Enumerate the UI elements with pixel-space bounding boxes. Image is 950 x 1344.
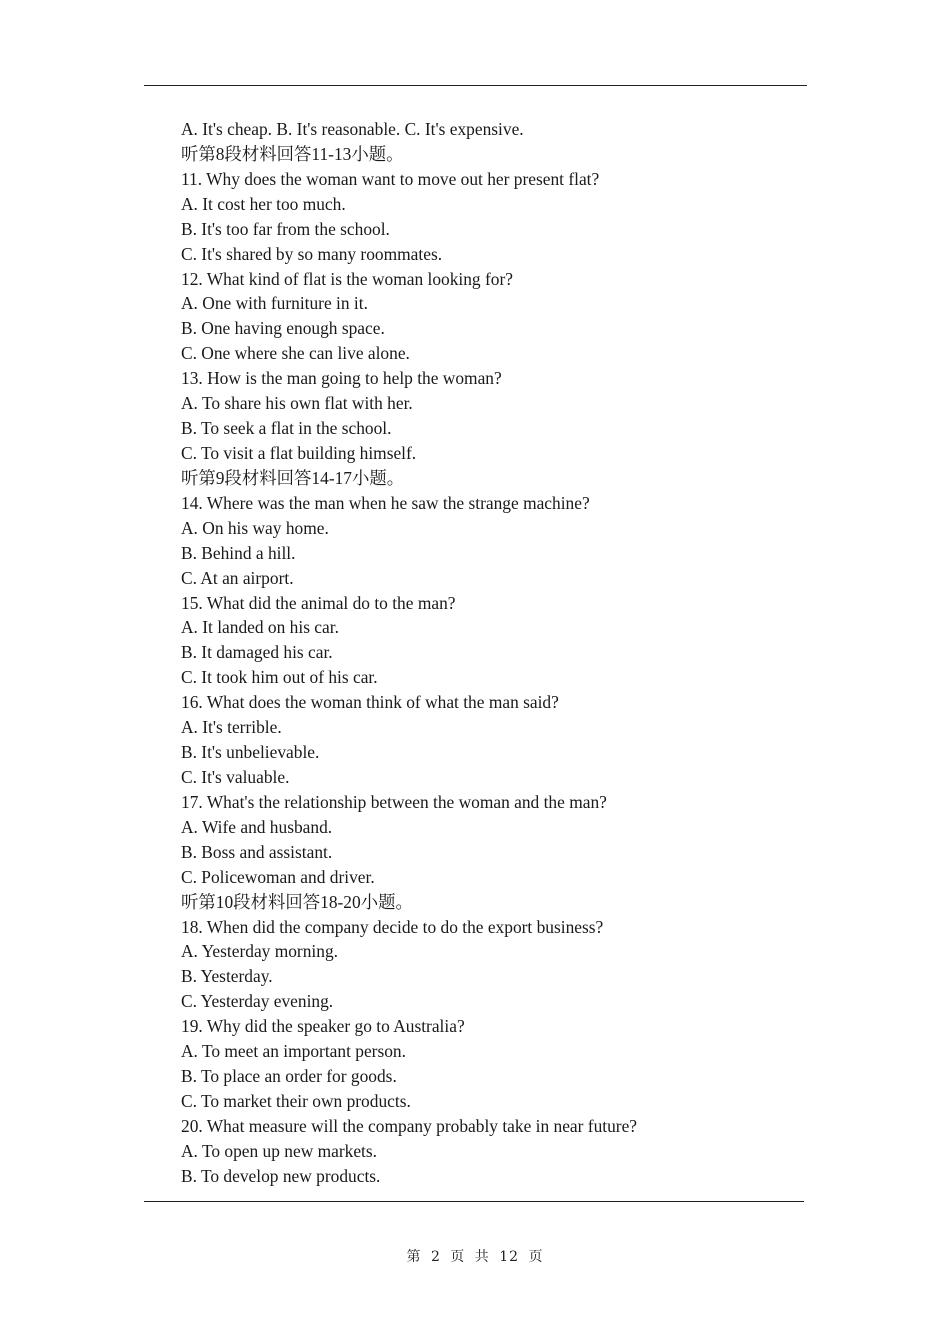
- text-line: A. Wife and husband.: [181, 816, 333, 837]
- text-line: 20. What measure will the company probably take in near future?: [181, 1115, 638, 1136]
- text-line: C. One where she can live alone.: [181, 343, 410, 364]
- text-line: B. It's unbelievable.: [181, 742, 320, 763]
- text-line: A. To share his own flat with her.: [181, 393, 413, 414]
- text-line: B. Behind a hill.: [181, 542, 296, 563]
- text-line: 12. What kind of flat is the woman looking for?: [181, 268, 513, 289]
- text-line: 19. Why did the speaker go to Australia?: [181, 1016, 465, 1037]
- text-line: 听第10段材料回答18-20小题。: [181, 891, 413, 912]
- text-line: B. Yesterday.: [181, 966, 273, 987]
- text-line: 听第9段材料回答14-17小题。: [181, 467, 405, 488]
- text-line: B. To develop new products.: [181, 1165, 381, 1186]
- text-line: A. It's terrible.: [181, 717, 282, 738]
- text-line: C. It took him out of his car.: [181, 667, 378, 688]
- page-content: [181, 117, 821, 1189]
- page-number-footer: 第 2 页 共 12 页: [406, 1249, 544, 1265]
- text-line: C. To visit a flat building himself.: [181, 442, 417, 463]
- text-line: C. Yesterday evening.: [181, 991, 334, 1012]
- text-line: A. To open up new markets.: [181, 1140, 378, 1161]
- text-line: 15. What did the animal do to the man?: [181, 592, 456, 613]
- text-line: A. One with furniture in it.: [181, 293, 368, 314]
- text-line: B. Boss and assistant.: [181, 841, 333, 862]
- text-line: A. It's cheap. B. It's reasonable. C. It's expensive.: [181, 119, 524, 139]
- text-line: 13. How is the man going to help the woman?: [181, 368, 502, 389]
- text-line: B. To seek a flat in the school.: [181, 418, 392, 439]
- text-line: C. At an airport.: [181, 567, 294, 588]
- text-line: A. Yesterday morning.: [181, 941, 338, 962]
- text-line: 听第8段材料回答11-13小题。: [181, 143, 404, 164]
- text-line: C. To market their own products.: [181, 1090, 411, 1111]
- header-rule: [144, 85, 807, 86]
- text-line: A. On his way home.: [181, 517, 329, 538]
- footer-rule: [144, 1201, 804, 1202]
- text-line: A. It landed on his car.: [181, 617, 339, 638]
- text-line: 16. What does the woman think of what the man said?: [181, 692, 559, 713]
- text-line: 14. Where was the man when he saw the strange machine?: [181, 492, 590, 513]
- text-line: B. One having enough space.: [181, 318, 385, 339]
- text-line: B. To place an order for goods.: [181, 1066, 397, 1087]
- text-line: B. It damaged his car.: [181, 642, 333, 663]
- text-line: C. It's shared by so many roommates.: [181, 243, 443, 264]
- text-line: B. It's too far from the school.: [181, 218, 390, 239]
- text-line: 18. When did the company decide to do the export business?: [181, 916, 604, 937]
- text-line: A. To meet an important person.: [181, 1041, 406, 1062]
- text-line: A. It cost her too much.: [181, 193, 346, 214]
- text-line: C. Policewoman and driver.: [181, 866, 375, 887]
- text-line: C. It's valuable.: [181, 766, 290, 787]
- text-line: 17. What's the relationship between the woman and the man?: [181, 791, 607, 812]
- text-line: 11. Why does the woman want to move out her present flat?: [181, 168, 600, 189]
